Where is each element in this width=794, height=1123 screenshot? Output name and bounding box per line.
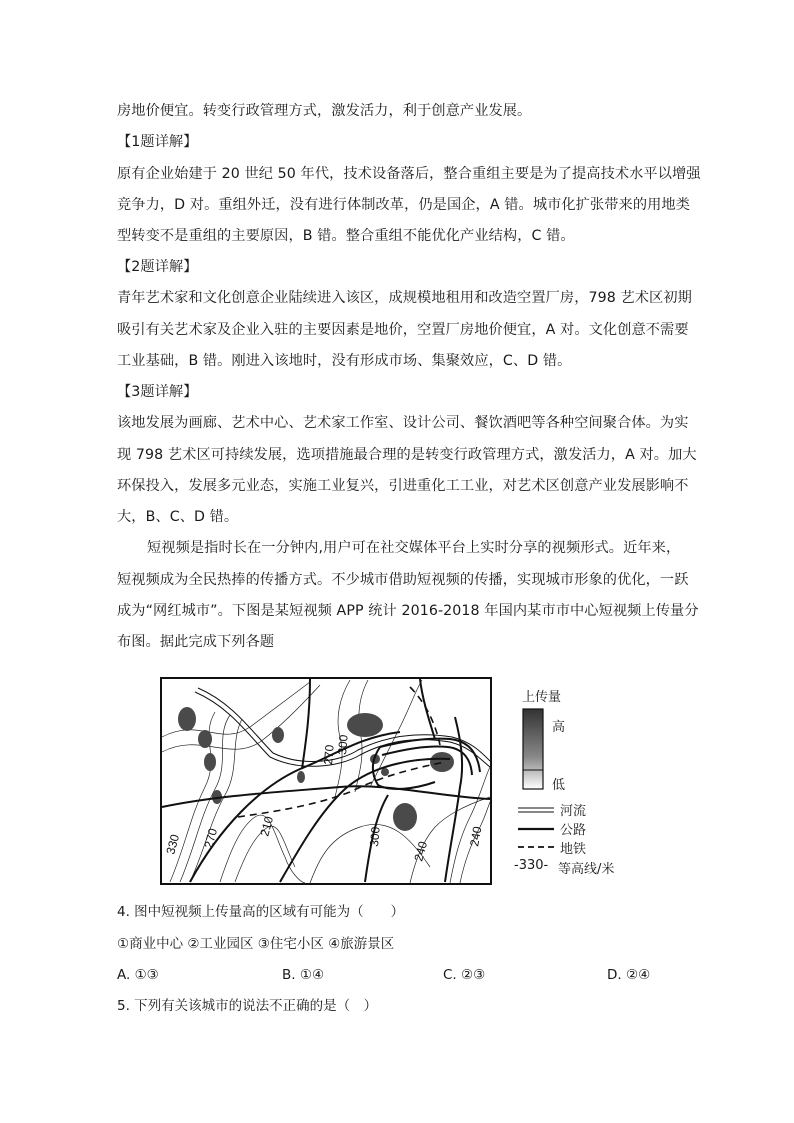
text-line-16: 短视频成为全民热捧的传播方式。不少城市借助短视频的传播，实现城市形象的优化，一跃 xyxy=(117,572,689,588)
text-line-1: 房地价便宜。转变行政管理方式，激发活力，利于创意产业发展。 xyxy=(117,103,532,119)
section-heading-3: 【3题详解】 xyxy=(117,384,198,400)
question-4-items: ①商业中心 ②工业园区 ③住宅小区 ④旅游景区 xyxy=(117,936,395,952)
text-line-7: 青年艺术家和文化创意企业陆续进入该区，成规模地租用和改造空置厂房，798 艺术区初期 xyxy=(117,290,692,306)
contour-label-240-right: 240 xyxy=(467,825,485,848)
upload-distribution-map xyxy=(160,677,492,885)
contour-label-270-top: 270 xyxy=(321,744,337,766)
map-legend xyxy=(512,686,642,886)
legend-gradient-bar xyxy=(522,708,544,790)
question-4-option-b: B. ①④ xyxy=(282,967,325,983)
question-4: 4. 图中短视频上传量高的区域有可能为（ ） xyxy=(117,904,405,920)
section-heading-2: 【2题详解】 xyxy=(117,259,198,275)
question-4-option-d: D. ②④ xyxy=(607,967,651,983)
legend-road: 公路 xyxy=(560,823,587,838)
legend-line-samples xyxy=(516,802,556,862)
question-5: 5. 下列有关该城市的说法不正确的是（ ） xyxy=(117,998,378,1014)
legend-high: 高 xyxy=(552,720,566,735)
text-line-4: 竞争力，D 对。重组外迁，没有进行体制改革，仍是国企，A 错。城市化扩张带来的用地类 xyxy=(117,197,690,213)
contour-label-270-left: 270 xyxy=(201,826,221,850)
legend-low: 低 xyxy=(552,778,566,793)
legend-title: 上传量 xyxy=(522,690,562,705)
contour-label-210: 210 xyxy=(257,814,277,838)
text-line-13: 环保投入，发展多元业态，实施工业复兴，引进重化工工业，对艺术区创意产业发展影响不 xyxy=(117,478,689,494)
text-line-17: 成为“网红城市”。下图是某短视频 APP 统计 2016-2018 年国内某市市中心短视频上传量分 xyxy=(117,603,699,619)
text-line-5: 型转变不是重组的主要原因，B 错。整合重组不能优化产业结构，C 错。 xyxy=(117,228,575,244)
legend-contour-sample: -330- xyxy=(514,858,549,873)
contour-label-300-bottom: 300 xyxy=(367,826,383,848)
text-line-12: 现 798 艺术区可持续发展，选项措施最合理的是转变行政管理方式，激发活力，A 对。加大 xyxy=(117,447,697,463)
contour-label-330: 330 xyxy=(163,832,183,856)
question-4-option-c: C. ②③ xyxy=(443,967,486,983)
text-line-18: 布图。据此完成下列各题 xyxy=(117,634,275,650)
legend-contour-label: 等高线/米 xyxy=(558,862,615,877)
text-line-15: 短视频是指时长在一分钟内,用户可在社交媒体平台上实时分享的视频形式。近年来， xyxy=(147,540,681,556)
text-line-8: 吸引有关艺术家及企业入驻的主要因素是地价，空置厂房地价便宜，A 对。文化创意不需要 xyxy=(117,322,689,338)
legend-river: 河流 xyxy=(560,804,587,819)
contour-label-300-top: 300 xyxy=(335,734,351,756)
contour-label-240-mid: 240 xyxy=(411,839,431,863)
text-line-3: 原有企业始建于 20 世纪 50 年代，技术设备落后，整合重组主要是为了提高技术水平以增强 xyxy=(117,166,701,182)
section-heading-1: 【1题详解】 xyxy=(117,134,198,150)
text-line-11: 该地发展为画廊、艺术中心、艺术家工作室、设计公司、餐饮酒吧等各种空间聚合体。为实 xyxy=(117,415,689,431)
question-4-option-a: A. ①③ xyxy=(117,967,159,983)
text-line-14: 大，B、C、D 错。 xyxy=(117,509,239,525)
text-line-9: 工业基础，B 错。刚进入该地时，没有形成市场、集聚效应，C、D 错。 xyxy=(117,353,572,369)
legend-subway: 地铁 xyxy=(560,842,587,857)
